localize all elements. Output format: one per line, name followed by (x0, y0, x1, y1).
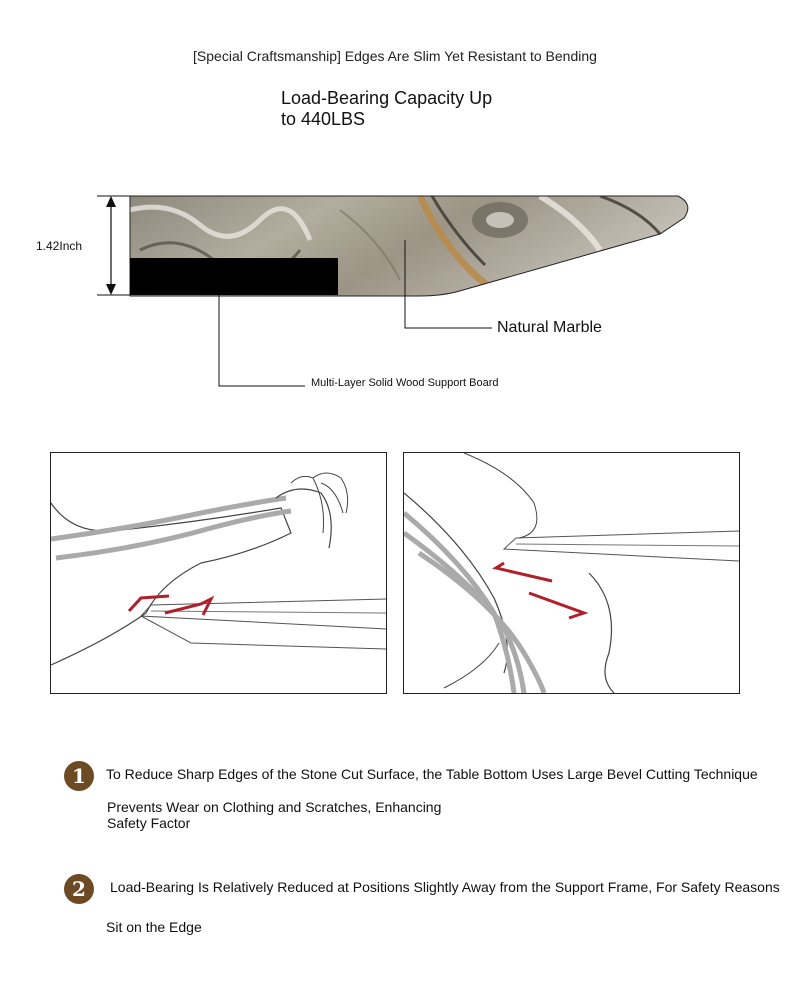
wood-leader-line (219, 295, 305, 386)
feature-1-badge: 1 (64, 761, 94, 791)
illustration-arm-panel (50, 452, 387, 694)
wood-support-board (130, 258, 338, 295)
leg-against-edge-illustration (404, 453, 739, 693)
feature-2-body-line-1: Sit on the Edge (106, 919, 202, 935)
feature-1-body-line-2: Safety Factor (107, 815, 191, 831)
thickness-label: 1.42Inch (36, 239, 83, 253)
thickness-dimension (97, 196, 130, 295)
headline-line-2: to 440LBS (281, 109, 366, 129)
arm-over-edge-illustration (51, 453, 386, 693)
edge-cross-section-diagram (0, 180, 790, 410)
headline-line-1: Load-Bearing Capacity Up (281, 88, 493, 108)
feature-1-body-line-1: Prevents Wear on Clothing and Scratches, Enhancing (107, 799, 442, 815)
wood-support-label: Multi-Layer Solid Wood Support Board (311, 377, 499, 389)
feature-1-title: To Reduce Sharp Edges of the Stone Cut Surface, the Table Bottom Uses Large Bevel Cutting Technique (106, 766, 758, 782)
natural-marble-label: Natural Marble (497, 319, 602, 336)
contact-arrow (129, 596, 211, 615)
feature-1-body (107, 799, 487, 831)
feature-2-badge: 2 (64, 874, 94, 904)
feature-2-title: Load-Bearing Is Relatively Reduced at Positions Slightly Away from the Support Frame, For Safety Reasons (110, 879, 780, 895)
contact-arrow (496, 563, 584, 618)
feature-2-body (106, 919, 486, 935)
headline (281, 88, 541, 130)
tagline: [Special Craftsmanship] Edges Are Slim Yet Resistant to Bending (193, 48, 597, 64)
illustration-leg-panel (403, 452, 740, 694)
